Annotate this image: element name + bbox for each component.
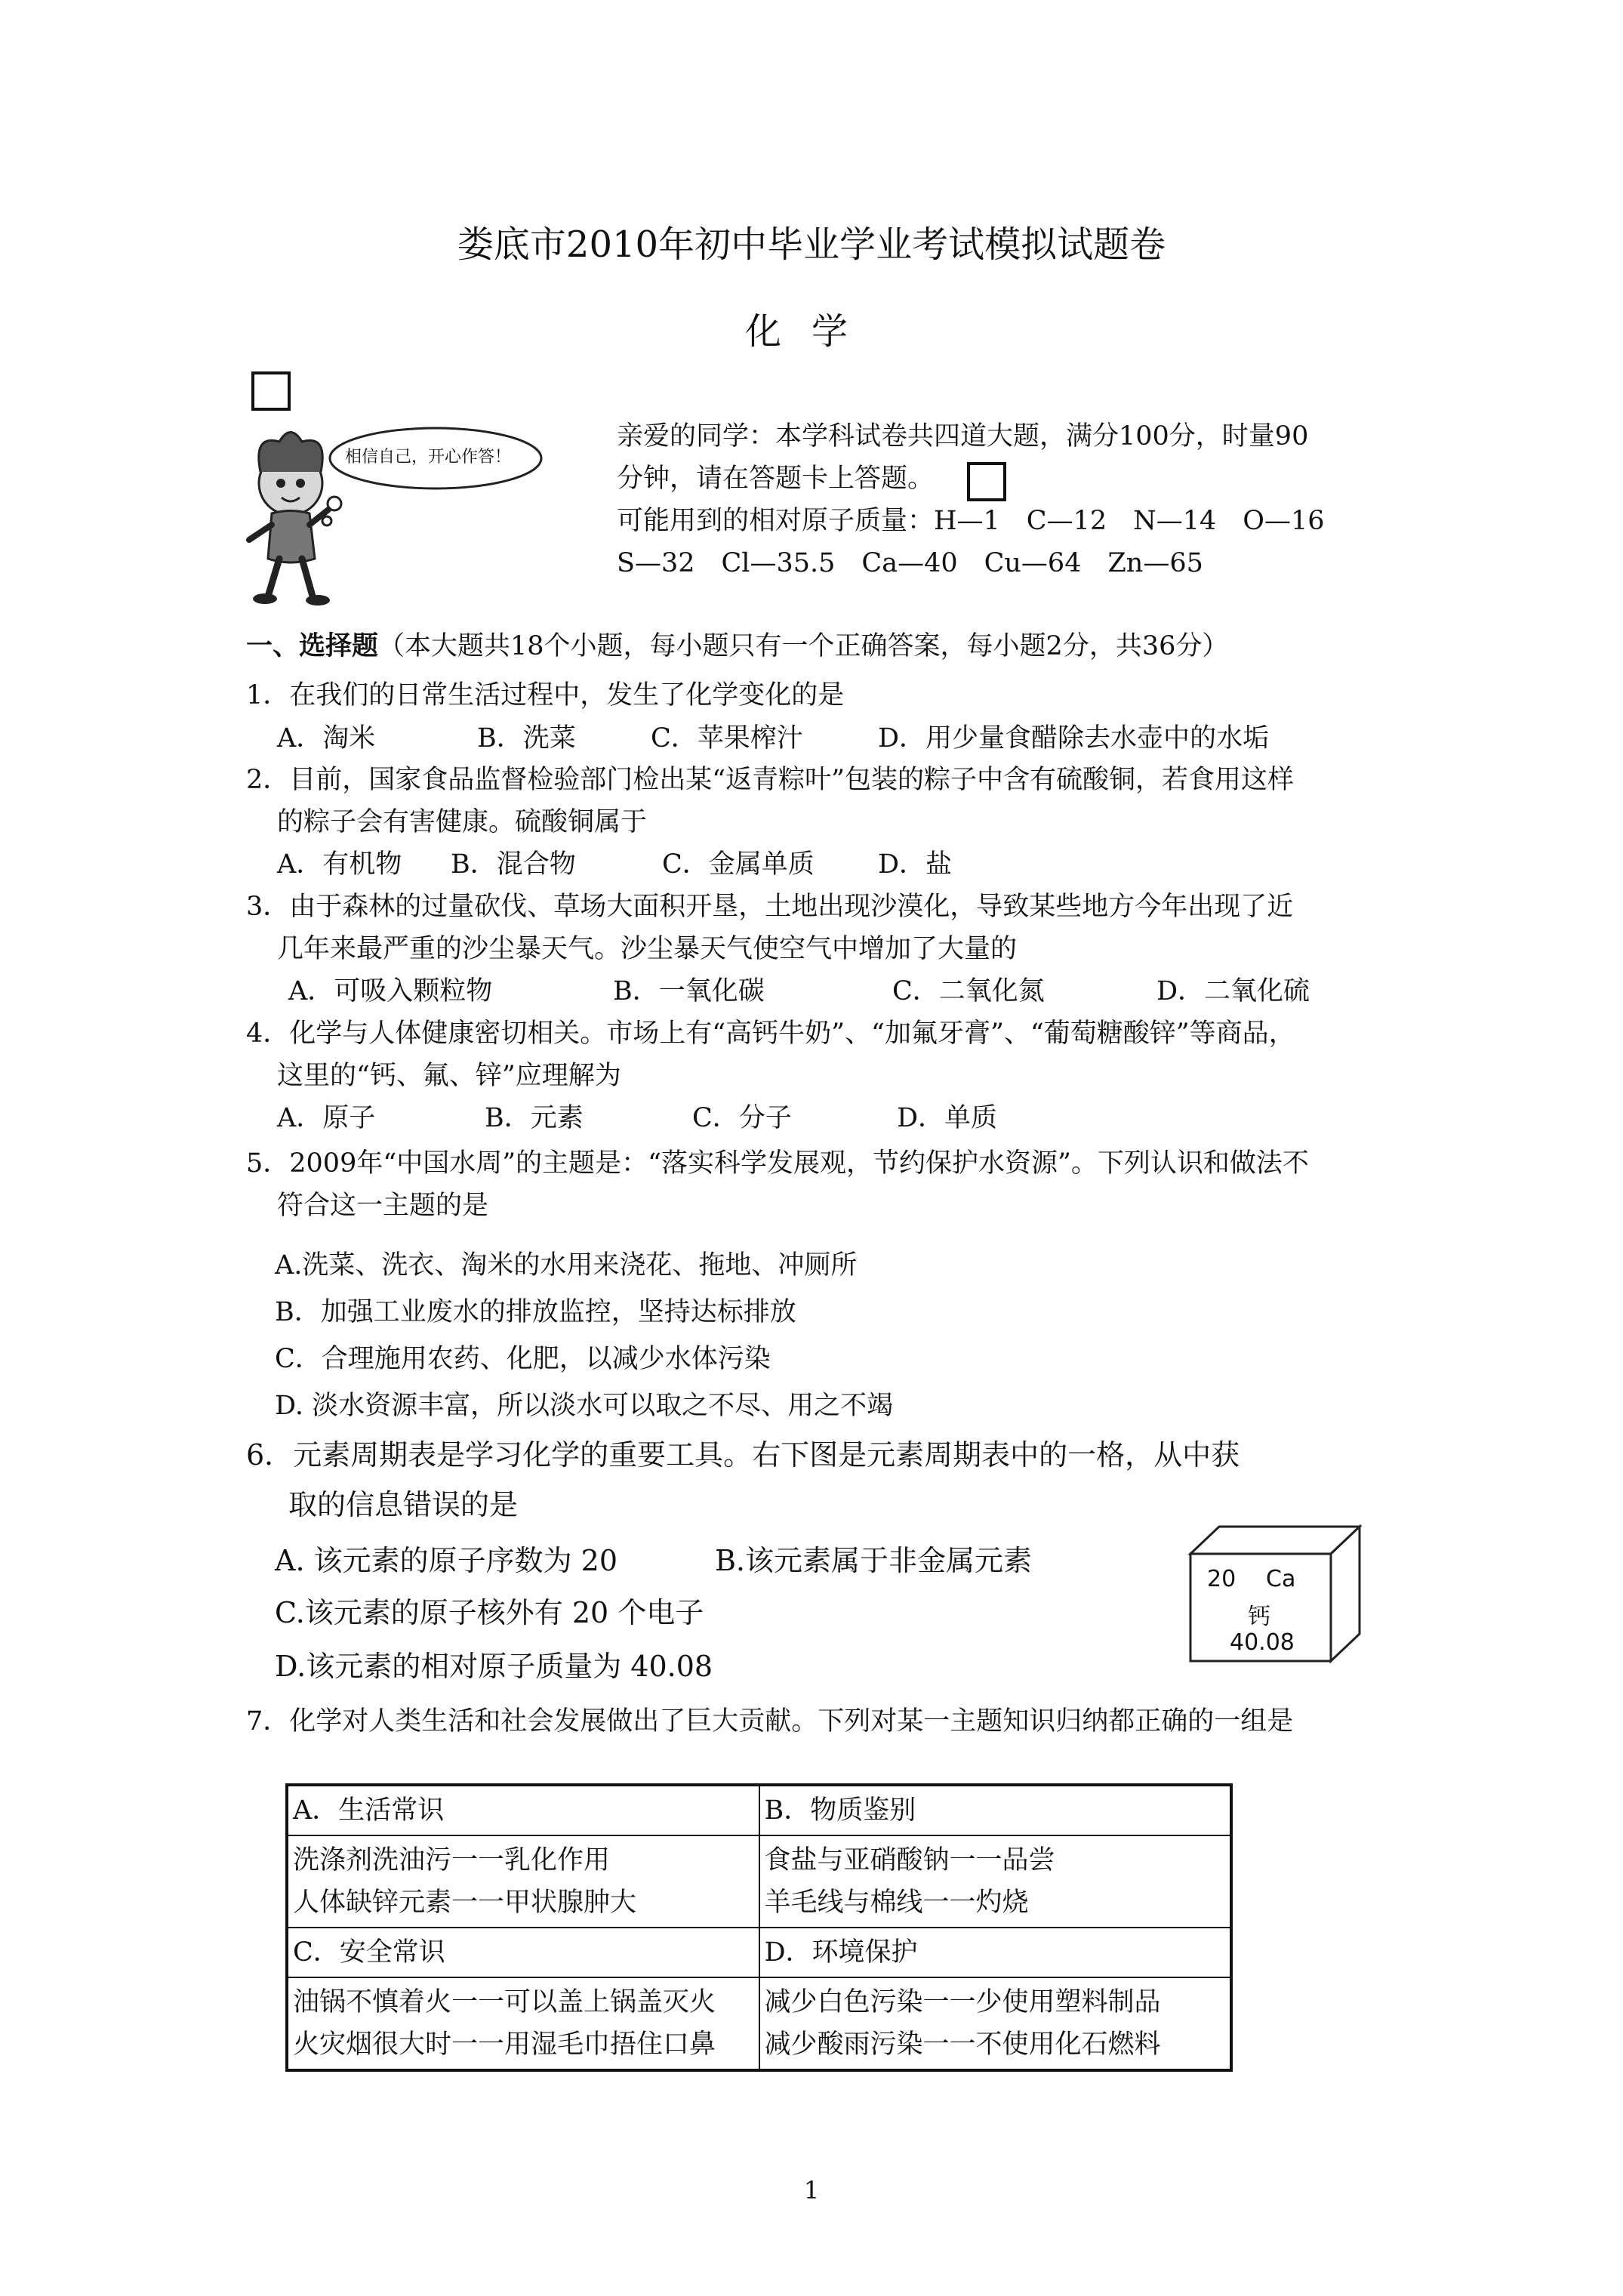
q1-option-c: C．苹果榨汁: [651, 723, 803, 754]
q3-option-d: D．二氧化硫: [1156, 976, 1310, 1006]
checkbox-square: [967, 462, 1006, 501]
q3-stem-2: 几年来最严重的沙尘暴天气。沙尘暴天气使空气中增加了大量的: [277, 934, 1018, 964]
q2-stem-2: 的粽子会有害健康。硫酸铜属于: [277, 807, 648, 837]
q5-option-d: D. 淡水资源丰富，所以淡水可以取之不尽、用之不竭: [275, 1391, 894, 1421]
q3-option-b: B．一氧化碳: [613, 976, 765, 1006]
cell-heading-b: B．物质鉴别: [764, 1795, 916, 1826]
q6-option-b: B.该元素属于非金属元素: [715, 1544, 1033, 1577]
q5-stem-2: 符合这一主题的是: [277, 1191, 489, 1221]
page-number: 1: [803, 2176, 820, 2205]
q4-stem-1: 4．化学与人体健康密切相关。市场上有“高钙牛奶”、“加氟牙膏”、“葡萄糖酸锌”等商品，: [246, 1019, 1295, 1049]
q5-option-b: B．加强工业废水的排放监控，坚持达标排放: [275, 1297, 796, 1327]
table-cell: [287, 1977, 759, 2070]
table-row: [287, 1928, 1231, 1977]
intro-line-3: 可能用到的相对原子质量：H—1 C—12 N—14 O—16: [617, 506, 1325, 536]
intro-line-4: S—32 Cl—35.5 Ca—40 Cu—64 Zn—65: [617, 548, 1203, 578]
q1-option-b: B．洗菜: [477, 723, 576, 754]
q6-option-c: C.该元素的原子核外有 20 个电子: [275, 1596, 704, 1629]
exam-title: 娄底市2010年初中毕业学业考试模拟试题卷: [457, 223, 1166, 266]
q5-option-c: C．合理施用农药、化肥，以减少水体污染: [275, 1344, 771, 1374]
speech-bubble-text: 相信自己，开心作答！: [345, 448, 512, 467]
q6-option-d: D.该元素的相对原子质量为 40.08: [275, 1650, 713, 1683]
subject-title: 化学: [744, 310, 878, 353]
cell-line: 减少酸雨污染一一不使用化石燃料: [764, 2029, 1161, 2060]
q4-option-d: D．单质: [897, 1103, 998, 1133]
q4-stem-2: 这里的“钙、氟、锌”应理解为: [277, 1061, 621, 1091]
table-row: [287, 1835, 1231, 1928]
cell-line: 减少白色污染一一少使用塑料制品: [764, 1987, 1161, 2017]
section-heading-rest: （本大题共18个小题，每小题只有一个正确答案，每小题2分，共36分）: [378, 631, 1229, 661]
table-row: [287, 1977, 1231, 2070]
element-symbol: Ca: [1266, 1566, 1296, 1592]
cell-line: 人体缺锌元素一一甲状腺肿大: [293, 1888, 637, 1918]
q3-option-c: C．二氧化氮: [892, 976, 1045, 1006]
q3-option-a: A．可吸入颗粒物: [288, 976, 493, 1006]
q2-option-c: C．金属单质: [662, 849, 815, 880]
mascot-illustration: [238, 419, 547, 608]
table-cell: [759, 1928, 1232, 1977]
q6-option-a: A. 该元素的原子序数为 20: [275, 1544, 618, 1577]
table-cell: [287, 1835, 759, 1928]
table-cell: [287, 1785, 759, 1835]
table-row: [287, 1785, 1231, 1835]
q7-stem: 7．化学对人类生活和社会发展做出了巨大贡献。下列对某一主题知识归纳都正确的一组是: [246, 1706, 1294, 1737]
q6-stem-1: 6．元素周期表是学习化学的重要工具。右下图是元素周期表中的一格，从中获: [246, 1438, 1240, 1472]
q1-stem: 1．在我们的日常生活过程中，发生了化学变化的是: [246, 680, 845, 710]
q6-stem-2: 取的信息错误的是: [288, 1488, 519, 1521]
q2-option-d: D．盐: [878, 849, 953, 880]
q2-stem-1: 2．目前，国家食品监督检验部门检出某“返青粽叶”包装的粽子中含有硫酸铜，若食用这样: [246, 765, 1295, 795]
cell-line: 羊毛线与棉线一一灼烧: [764, 1888, 1029, 1918]
cell-heading-c: C．安全常识: [293, 1937, 445, 1968]
table-cell: [759, 1785, 1232, 1835]
cell-line: 油锅不慎着火一一可以盖上锅盖灭火: [293, 1987, 716, 2017]
table-cell: [287, 1928, 759, 1977]
table-cell: [759, 1835, 1232, 1928]
q2-option-a: A．有机物: [277, 849, 402, 880]
cell-line: 火灾烟很大时一一用湿毛巾捂住口鼻: [293, 2029, 716, 2060]
cell-heading-d: D．环境保护: [764, 1937, 918, 1968]
q1-option-d: D．用少量食醋除去水壶中的水垢: [878, 723, 1270, 754]
q1-option-a: A．淘米: [277, 723, 376, 754]
q5-option-a: A.洗菜、洗衣、淘米的水用来浇花、拖地、冲厕所: [275, 1250, 858, 1281]
q3-stem-1: 3．由于森林的过量砍伐、草场大面积开垦，土地出现沙漠化，导致某些地方今年出现了近: [246, 892, 1294, 922]
table-cell: [759, 1977, 1232, 2070]
intro-line-1: 亲爱的同学：本学科试卷共四道大题，满分100分，时量90: [617, 421, 1309, 451]
q4-option-c: C．分子: [692, 1103, 792, 1133]
section-heading-bold: 一、选择题: [246, 630, 379, 661]
section-heading: [246, 625, 1228, 667]
cell-line: 食盐与亚硝酸钠一一品尝: [764, 1845, 1055, 1875]
q5-stem-1: 5．2009年“中国水周”的主题是：“落实科学发展观，节约保护水资源”。下列认识和做法不: [246, 1148, 1309, 1179]
knowledge-table: [285, 1783, 1233, 2072]
element-cell-figure: [1187, 1524, 1363, 1664]
element-name: 钙: [1248, 1604, 1270, 1630]
q2-option-b: B．混合物: [451, 849, 576, 880]
q4-option-b: B．元素: [485, 1103, 584, 1133]
element-number: 20: [1207, 1566, 1236, 1592]
element-mass: 40.08: [1230, 1629, 1295, 1656]
intro-line-2: 分钟，请在答题卡上答题。: [617, 464, 935, 494]
q4-option-a: A．原子: [277, 1103, 376, 1133]
checkbox-square: [251, 371, 291, 411]
cell-heading-a: A．生活常识: [293, 1795, 445, 1826]
cell-line: 洗涤剂洗油污一一乳化作用: [293, 1845, 611, 1875]
